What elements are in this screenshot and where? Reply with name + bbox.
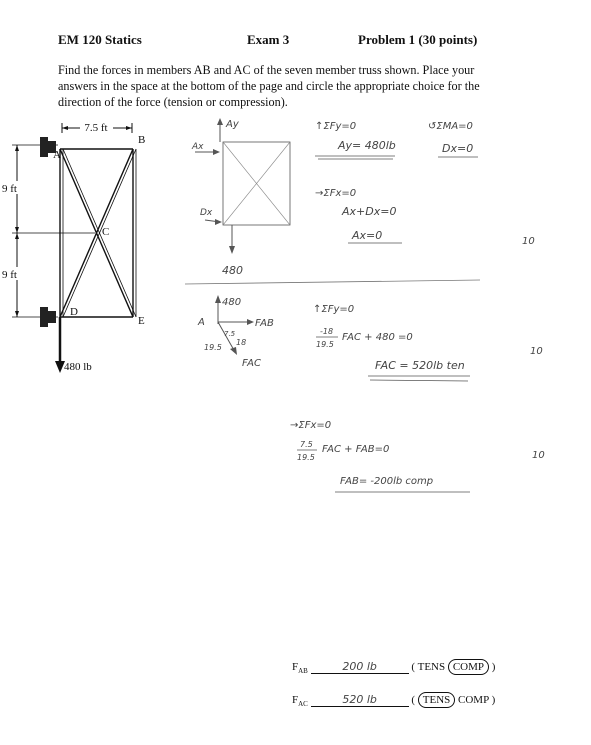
answer-fab-comp-circled: COMP [448,659,489,675]
course-title: EM 120 Statics [58,32,142,47]
fbd2-force-label: 480 [222,297,242,308]
ax-equation: Ax+Dx=0 [342,205,397,218]
solution-work [180,112,590,512]
answer-fac-comp: COMP [458,694,489,706]
problem-title: Problem 1 (30 points) [358,32,478,47]
fac-result: FAC = 520lb ten [375,359,465,372]
sum-fx2-equation: →ΣFx=0 [290,420,332,431]
joint-b-label: B [138,134,146,146]
lower-height-label: 9 ft [2,269,17,281]
fbd2-joint-label: A [198,317,205,328]
sum-fy-equation: ↑ΣFy=0 [315,121,357,132]
answer-fab-close: ) [491,661,496,673]
triangle-side-b: 19.5 [204,343,222,352]
fbd-dx-label: Dx [200,208,213,218]
answer-fab-subscript: AB [298,667,308,676]
sum-moment-equation: ↺ΣMA=0 [428,121,473,132]
frac-x-numerator: 7.5 [300,440,313,449]
fy2-rest: FAC + 480 =0 [342,332,413,343]
answer-fac-close: ) [491,694,496,706]
joint-d-label: D [70,306,78,318]
frac-y-denominator: 19.5 [316,340,334,349]
fbd-ax-label: Ax [192,142,204,152]
answer-fac-label: F [292,694,299,706]
score-part1: 10 [522,236,535,247]
joint-c-label: C [102,226,110,238]
joint-a-label: A [53,149,61,161]
answer-fab-tens: TENS [417,661,446,673]
ay-result: Ay= 480lb [338,139,396,152]
fbd-ay-label: Ay [226,119,239,130]
score-part3: 10 [532,450,545,461]
answer-fab-open: ( [411,661,416,673]
width-dimension-label: 7.5 ft [84,122,108,134]
fab-result: FAB= -200lb comp [340,476,434,487]
joint-e-label: E [138,315,145,327]
triangle-side-a: 7.5 [224,330,236,338]
answer-fac-row [292,693,495,708]
frac-x-denominator: 19.5 [297,453,315,462]
ax-result: Ax=0 [352,229,383,242]
answer-fac-open: ( [411,694,416,706]
problem-statement: Find the forces in members AB and AC of the seven member truss shown. Place your answers in the space at the bottom of the page and circle the appropriate choice for the direction of the force (tension or compression). [58,63,480,109]
triangle-side-c: 18 [236,338,247,347]
answer-fac-tens-circled: TENS [418,692,456,708]
fbd-load-label: 480 [222,264,243,277]
frac-y-numerator: -18 [320,327,334,336]
answer-fac-subscript: AC [298,700,308,709]
answer-fac-value: 520 lb [311,693,409,707]
fx2-rest: FAC + FAB=0 [322,444,390,455]
exam-title: Exam 3 [247,32,290,47]
sum-fy2-equation: ↑ΣFy=0 [313,304,355,315]
answer-fab-row [292,660,495,675]
sum-fx-equation: →ΣFx=0 [315,188,357,199]
load-label: 480 lb [64,361,92,373]
fbd2-fab-label: FAB [255,318,274,329]
truss-diagram [0,115,160,380]
fbd2-fac-label: FAC [242,358,261,369]
upper-height-label: 9 ft [2,183,17,195]
dx-result: Dx=0 [442,142,474,155]
score-part2: 10 [530,346,543,357]
answer-fab-label: F [292,661,299,673]
answer-fab-value: 200 lb [311,660,409,674]
